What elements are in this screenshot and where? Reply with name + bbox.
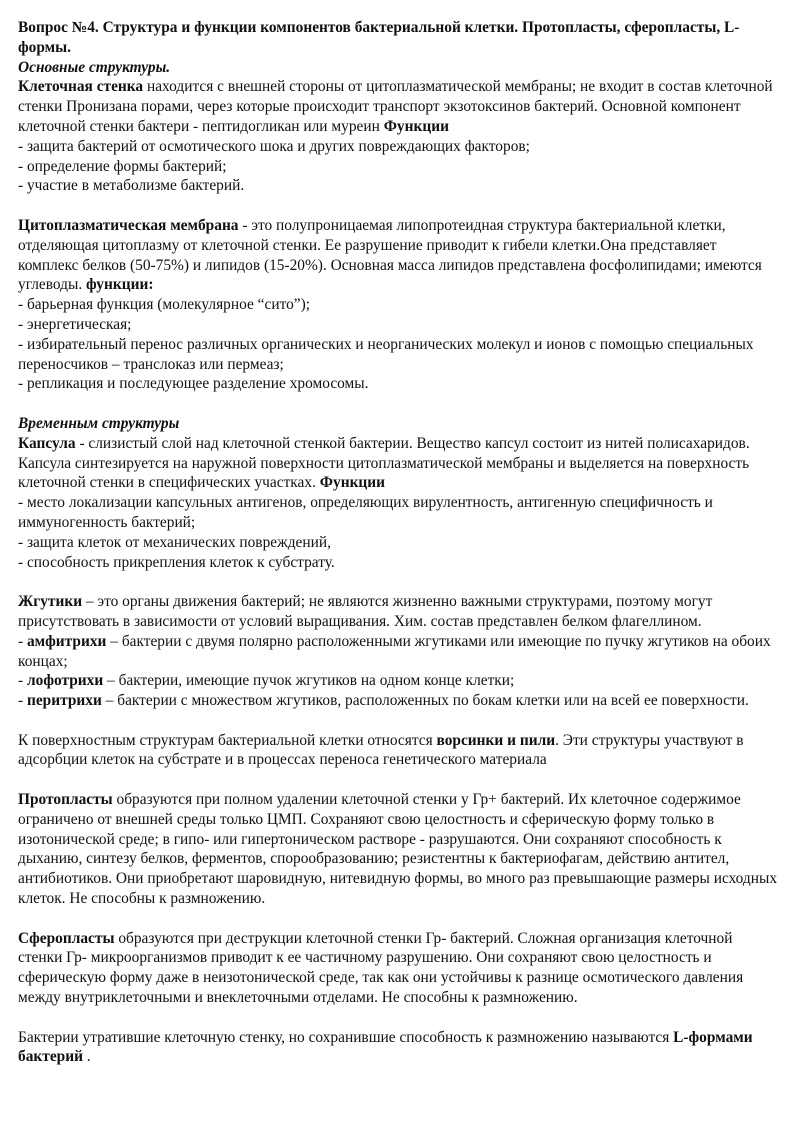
list-prefix: - — [18, 632, 27, 650]
capsule-term: Капсула — [18, 434, 76, 452]
cell-wall-functions-label: Функции — [383, 117, 449, 135]
flagella-paragraph — [18, 592, 778, 632]
flagella-term: Жгутики — [18, 593, 83, 611]
list-item — [18, 691, 778, 711]
membrane-term: Цитоплазматическая мембрана — [18, 216, 239, 234]
capsule-paragraph — [18, 434, 778, 493]
amphitrichous-text: – бактерии с двумя полярно расположенными жгутиками или имеющие по пучку жгутиков на обоих концах; — [18, 632, 771, 670]
membrane-functions-label: функции: — [86, 276, 154, 294]
spheroplasts-paragraph — [18, 929, 778, 1008]
list-item: - энергетическая; — [18, 315, 132, 333]
pili-after: . Эти структуры участвуют в адсорбции клеток на субстрате и в процессах переноса генетического материала — [18, 731, 744, 769]
list-item: - определение формы бактерий; — [18, 157, 227, 175]
pili-paragraph — [18, 731, 778, 771]
list-item: - защита бактерий от осмотического шока и других повреждающих факторов; — [18, 137, 530, 155]
l-forms-term: L-формами бактерий — [18, 1028, 753, 1066]
list-item: - участие в метаболизме бактерий. — [18, 177, 245, 195]
cell-wall-term: Клеточная стенка — [18, 78, 144, 96]
flagella-text: – это органы движения бактерий; не являются жизненно важными структурами, поэтому могут присутствовать в зависимости от условий выращивания. Хим. состав представлен белком флагеллином. — [18, 593, 713, 630]
peritrichous-text: – бактерии с множеством жгутиков, расположенных по бокам клетки или на всей ее поверхности. — [101, 692, 749, 710]
cell-wall-text: находится с внешней стороны от цитоплазматической мембраны; не входит в состав клеточной стенки Пронизана порами, через которые происходит транспорт экзотоксинов бактерий. Основной компонент клеточной стенки бактери - пептидогликан или муреин — [18, 78, 773, 135]
lophotrichous-text: – бактерии, имеющие пучок жгутиков на одном конце клетки; — [103, 672, 515, 690]
protoplasts-text: образуются при полном удалении клеточной стенки у Гр+ бактерий. Их клеточное содержимое ограничено от внешней среды только ЦМП. Сохраняют свою целостность и сферическую форму только в изотонической среде; в гипо- или гипертоническом растворе - разрушаются. Они сохраняют способность к дыханию, синтезу белков, ферментов, спорообразованию; резистентны к бактериофагам, действию антител, антибиотиков. Они приобретают шаровидную, нитевидную формы, во много раз превышающие размеры исходных клеток. Не способны к размножению. — [18, 791, 778, 908]
list-item — [18, 632, 778, 672]
protoplasts-term: Протопласты — [18, 791, 113, 809]
list-item — [18, 671, 778, 691]
membrane-text: - это полупроницаемая липопротеидная структура бактериальной клетки, отделяющая цитоплазму от клеточной стенки. Ее разрушение приводит к гибели клетки.Она представляет комплекс белков (50-75%) и липидов (15-20%). Основная масса липидов представлена фосфолипидами; имеются углеводы. — [18, 216, 762, 294]
list-item: - место локализации капсульных антигенов, определяющих вирулентность, антигенную специфичность и иммуногенность бактерий; — [18, 494, 713, 531]
amphitrichous-term: амфитрихи — [26, 632, 107, 650]
pili-term: ворсинки и пили — [436, 731, 556, 749]
document-title: Вопрос №4. Структура и функции компонентов бактериальной клетки. Протопласты, сферопласты, L-формы. — [18, 19, 740, 56]
list-item: - репликация и последующее разделение хромосомы. — [18, 375, 369, 393]
pili-before: К поверхностным структурам бактериальной клетки относятся — [18, 731, 437, 749]
main-structures-heading: Основные структуры. — [18, 58, 171, 76]
list-item: - защита клеток от механических повреждений, — [18, 533, 331, 551]
membrane-paragraph — [18, 216, 778, 295]
list-prefix: - — [18, 672, 27, 690]
l-forms-end: . — [82, 1048, 91, 1066]
capsule-functions-label: Функции — [319, 474, 386, 492]
l-forms-paragraph — [18, 1028, 778, 1068]
list-prefix: - — [18, 692, 27, 710]
list-item: - избирательный перенос различных органических и неорганических молекул и ионов с помощью специальных переносчиков – транслоказ или пермеаз; — [18, 335, 754, 373]
protoplasts-paragraph — [18, 790, 778, 909]
list-item: - барьерная функция (молекулярное “сито”); — [18, 296, 311, 314]
l-forms-text: Бактерии утратившие клеточную стенку, но сохранившие способность к размножению называются — [18, 1028, 674, 1046]
temporary-structures-heading: Временным структуры — [18, 414, 180, 432]
lophotrichous-term: лофотрихи — [26, 672, 104, 690]
spheroplasts-term: Сферопласты — [18, 929, 115, 947]
capsule-text: - слизистый слой над клеточной стенкой бактерии. Вещество капсул состоит из нитей полисахаридов. Капсула синтезируется на наружной поверхности цитоплазматической мембраны и выделяется на поверхность клеточной стенки в специфических участках. — [18, 434, 750, 492]
spheroplasts-text: образуются при деструкции клеточной стенки Гр- бактерий. Сложная организация клеточной стенки Гр- микроорганизмов приводит к ее частичному разрушению. Они сохраняют свою целостность и сферическую форму даже в неизотонической среде, так как они устойчивы к разнице осмотического давления между внутриклеточными и внеклеточными отделами. Не способны к размножению. — [18, 929, 744, 1007]
list-item: - способность прикрепления клеток к субстрату. — [18, 553, 335, 571]
peritrichous-term: перитрихи — [26, 692, 102, 710]
cell-wall-paragraph — [18, 77, 778, 136]
